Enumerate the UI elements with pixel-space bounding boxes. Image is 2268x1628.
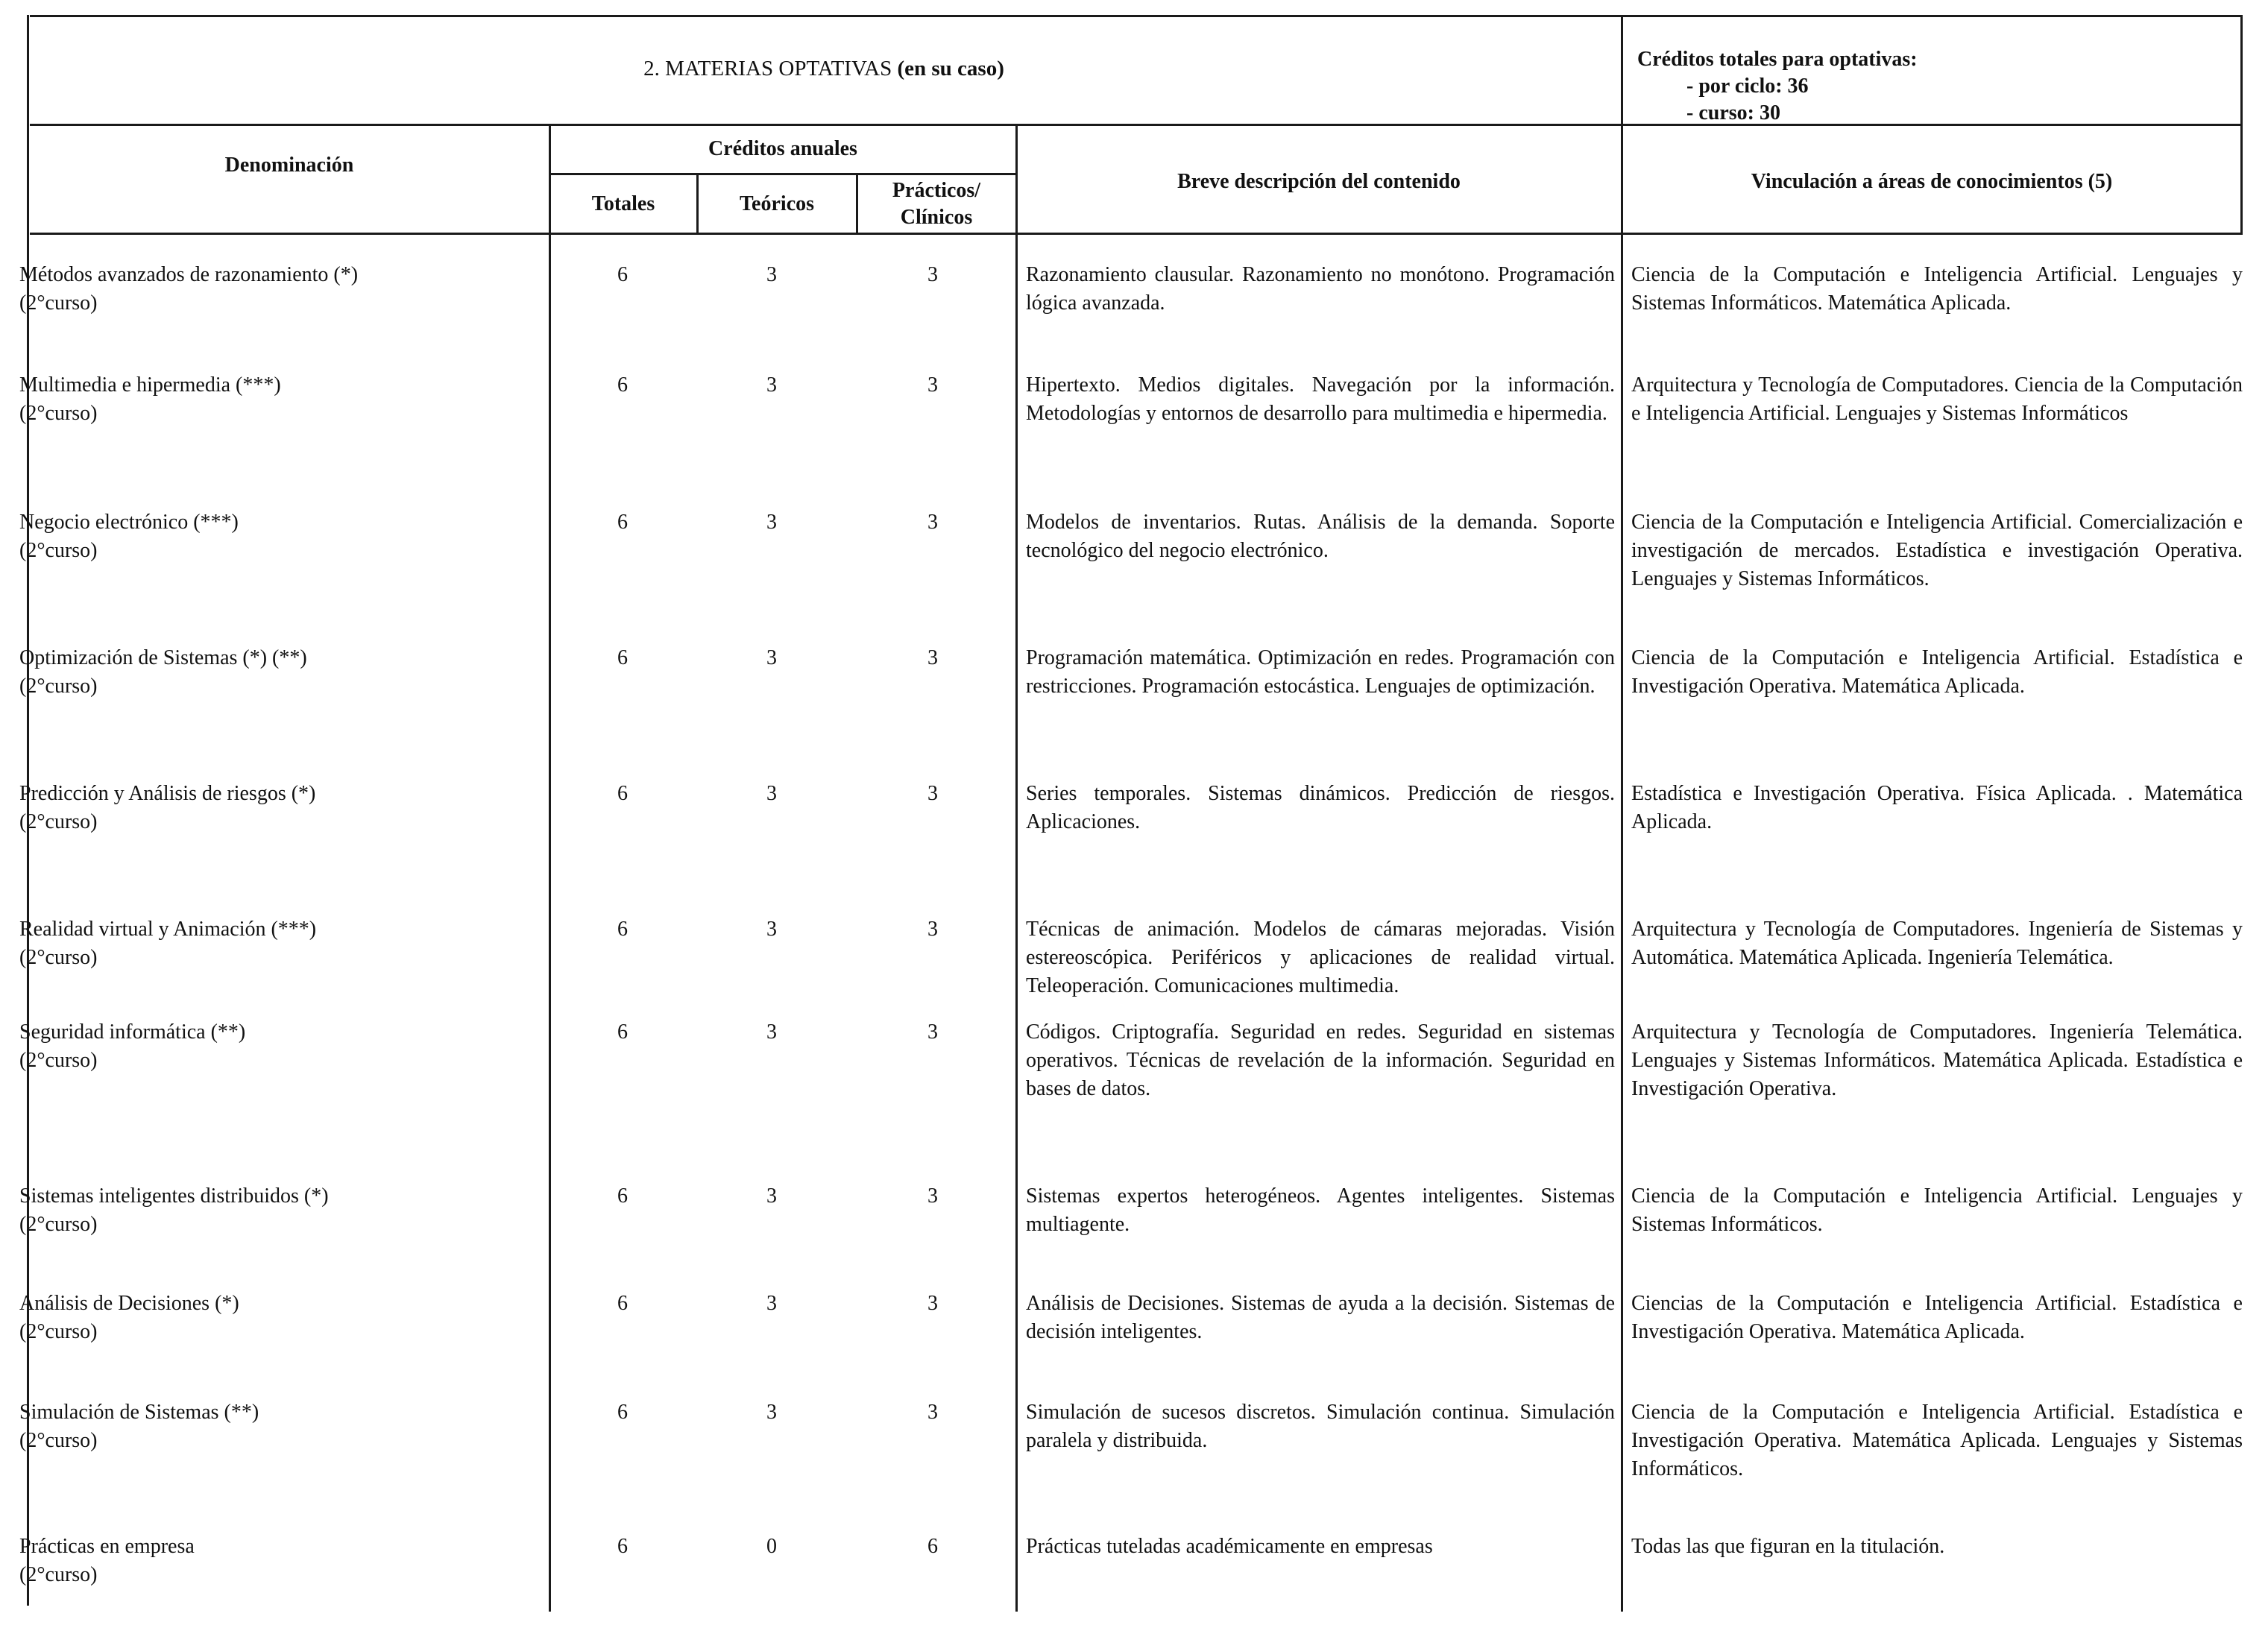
knowledge-areas: Arquitectura y Tecnología de Computadores. Ingeniería Telemática. Lenguajes y Sistemas Informáticos. Matemática Aplicada. Estadística e Investigación Operativa. [1631,1020,2243,1100]
credits-totales: 6 [617,1535,628,1558]
content-description: Prácticas tuteladas académicamente en empresas [1026,1535,1433,1558]
credits-practicos: 3 [927,1020,938,1044]
subject-title: Realidad virtual y Animación (***) [19,918,317,941]
section-title [30,55,1618,82]
credits-practicos: 3 [927,1292,938,1315]
credits-teoricos: 3 [766,511,777,534]
content-description: Técnicas de animación. Modelos de cámaras mejoradas. Visión estereoscópica. Periféricos y aplicaciones de realidad virtual. Teleoperación. Comunicaciones multimedia. [1026,918,1615,997]
header-denominacion: Denominación [224,154,354,177]
subject-name [19,644,526,701]
knowledge-areas: Ciencia de la Computación e Inteligencia Artificial. Estadística e Investigación Operativa. Matemática Aplicada. Lenguajes y Sistemas Informáticos. [1631,1401,2243,1480]
credits-practicos: 3 [927,646,938,669]
subject-title: Predicción y Análisis de riesgos (*) [19,782,316,805]
content-description: Simulación de sucesos discretos. Simulación continua. Simulación paralela y distribuida. [1026,1401,1615,1452]
credits-practicos: 3 [927,511,938,534]
credits-practicos: 3 [927,263,938,286]
credits-teoricos: 3 [766,1401,777,1424]
credits-practicos: 3 [927,373,938,397]
header-practicos [857,177,1015,231]
subject-course: (2°curso) [19,1563,98,1586]
header-bottom-border [30,233,2243,235]
subject-title: Simulación de Sistemas (**) [19,1401,259,1424]
subject-name [19,1533,526,1589]
subject-title: Optimización de Sistemas (*) (**) [19,646,307,669]
section-title-suffix: (en su caso) [897,57,1004,81]
header-descripcion: Breve descripción del contenido [1177,170,1461,193]
subject-title: Negocio electrónico (***) [19,511,239,534]
subject-title: Seguridad informática (**) [19,1020,246,1044]
subject-title: Multimedia e hipermedia (***) [19,373,281,397]
credits-teoricos: 3 [766,263,777,286]
subject-name [19,1018,526,1075]
subject-name [19,1398,526,1455]
credits-practicos: 3 [927,782,938,805]
subject-name [19,1290,526,1346]
credits-totales: 6 [617,782,628,805]
credits-label: Créditos totales para optativas: [1637,48,1918,71]
credits-teoricos: 3 [766,1184,777,1208]
right-border [2240,15,2243,235]
credits-teoricos: 0 [766,1535,777,1558]
credits-totales: 6 [617,373,628,397]
credits-totals [1637,46,1918,127]
section-title-main: 2. MATERIAS OPTATIVAS [643,57,892,81]
content-description: Modelos de inventarios. Rutas. Análisis de la demanda. Soporte tecnológico del negocio electrónico. [1026,511,1615,562]
header-practicos-line2: Clínicos [900,206,973,229]
subject-name [19,371,526,428]
knowledge-areas: Todas las que figuran en la titulación. [1631,1535,1945,1558]
subject-course: (2°curso) [19,1429,98,1452]
credits-totales: 6 [617,646,628,669]
credits-teoricos: 3 [766,373,777,397]
credits-totales: 6 [617,511,628,534]
subject-title: Análisis de Decisiones (*) [19,1292,239,1315]
header-totales: Totales [591,192,655,215]
knowledge-areas: Arquitectura y Tecnología de Computadores. Ciencia de la Computación e Inteligencia Artificial. Lenguajes y Sistemas Informáticos [1631,373,2243,425]
credits-totales: 6 [617,918,628,941]
subject-name [19,261,526,318]
col-divider-descripcion [1621,15,1623,1612]
header-creditos-anuales: Créditos anuales [708,137,857,160]
col-divider-creditos [1015,124,1018,1612]
subject-course: (2°curso) [19,1049,98,1072]
subject-name [19,780,526,836]
subject-course: (2°curso) [19,1213,98,1236]
credits-teoricos: 3 [766,782,777,805]
credits-practicos: 6 [927,1535,938,1558]
credits-totales: 6 [617,263,628,286]
subject-title: Sistemas inteligentes distribuidos (*) [19,1184,329,1208]
header-vinculacion: Vinculación a áreas de conocimientos (5) [1751,170,2113,193]
credits-curso: - curso: 30 [1686,101,1780,124]
knowledge-areas: Estadística e Investigación Operativa. Física Aplicada. . Matemática Aplicada. [1631,782,2243,833]
subject-course: (2°curso) [19,675,98,698]
subject-name [19,915,526,972]
col-divider-denominacion [549,124,551,1612]
knowledge-areas: Arquitectura y Tecnología de Computadores. Ingeniería de Sistemas y Automática. Matemática Aplicada. Ingeniería Telemática. [1631,918,2243,969]
content-description: Sistemas expertos heterogéneos. Agentes inteligentes. Sistemas multiagente. [1026,1184,1615,1236]
subject-course: (2°curso) [19,1320,98,1343]
knowledge-areas: Ciencia de la Computación e Inteligencia Artificial. Lenguajes y Sistemas Informáticos. Matemática Aplicada. [1631,263,2243,315]
content-description: Hipertexto. Medios digitales. Navegación por la información. Metodologías y entornos de desarrollo para multimedia e hipermedia. [1026,373,1615,425]
subject-course: (2°curso) [19,810,98,833]
content-description: Razonamiento clausular. Razonamiento no monótono. Programación lógica avanzada. [1026,263,1615,315]
knowledge-areas: Ciencia de la Computación e Inteligencia Artificial. Estadística e Investigación Operativa. Matemática Aplicada. [1631,646,2243,698]
credits-teoricos: 3 [766,1020,777,1044]
credits-totales: 6 [617,1020,628,1044]
subject-course: (2°curso) [19,402,98,425]
credits-practicos: 3 [927,1184,938,1208]
subject-name [19,1182,526,1239]
credits-totales: 6 [617,1401,628,1424]
subject-course: (2°curso) [19,539,98,562]
content-description: Programación matemática. Optimización en redes. Programación con restricciones. Programación estocástica. Lenguajes de optimización. [1026,646,1615,698]
credits-ciclo: - por ciclo: 36 [1686,75,1809,98]
knowledge-areas: Ciencia de la Computación e Inteligencia Artificial. Comercialización e investigación de mercados. Estadística e investigación Operativa. Lenguajes y Sistemas Informáticos. [1631,511,2243,590]
header-teoricos: Teóricos [739,192,815,215]
header-practicos-line1: Prácticos/ [892,179,981,202]
credits-practicos: 3 [927,1401,938,1424]
credits-teoricos: 3 [766,646,777,669]
content-description: Códigos. Criptografía. Seguridad en redes. Seguridad en sistemas operativos. Técnicas de revelación de la información. Seguridad en bases de datos. [1026,1020,1615,1100]
knowledge-areas: Ciencia de la Computación e Inteligencia Artificial. Lenguajes y Sistemas Informáticos. [1631,1184,2243,1236]
top-border [30,15,2243,17]
subject-name [19,508,526,565]
subheader-border [550,173,1015,175]
credits-teoricos: 3 [766,1292,777,1315]
content-description: Análisis de Decisiones. Sistemas de ayuda a la decisión. Sistemas de decisión inteligentes. [1026,1292,1615,1343]
credits-totales: 6 [617,1292,628,1315]
subject-title: Métodos avanzados de razonamiento (*) [19,263,359,286]
credits-practicos: 3 [927,918,938,941]
credits-totales: 6 [617,1184,628,1208]
subject-course: (2°curso) [19,291,98,315]
knowledge-areas: Ciencias de la Computación e Inteligencia Artificial. Estadística e Investigación Operativa. Matemática Aplicada. [1631,1292,2243,1343]
content-description: Series temporales. Sistemas dinámicos. Predicción de riesgos. Aplicaciones. [1026,782,1615,833]
subject-title: Prácticas en empresa [19,1535,195,1558]
credits-teoricos: 3 [766,918,777,941]
subject-course: (2°curso) [19,946,98,969]
